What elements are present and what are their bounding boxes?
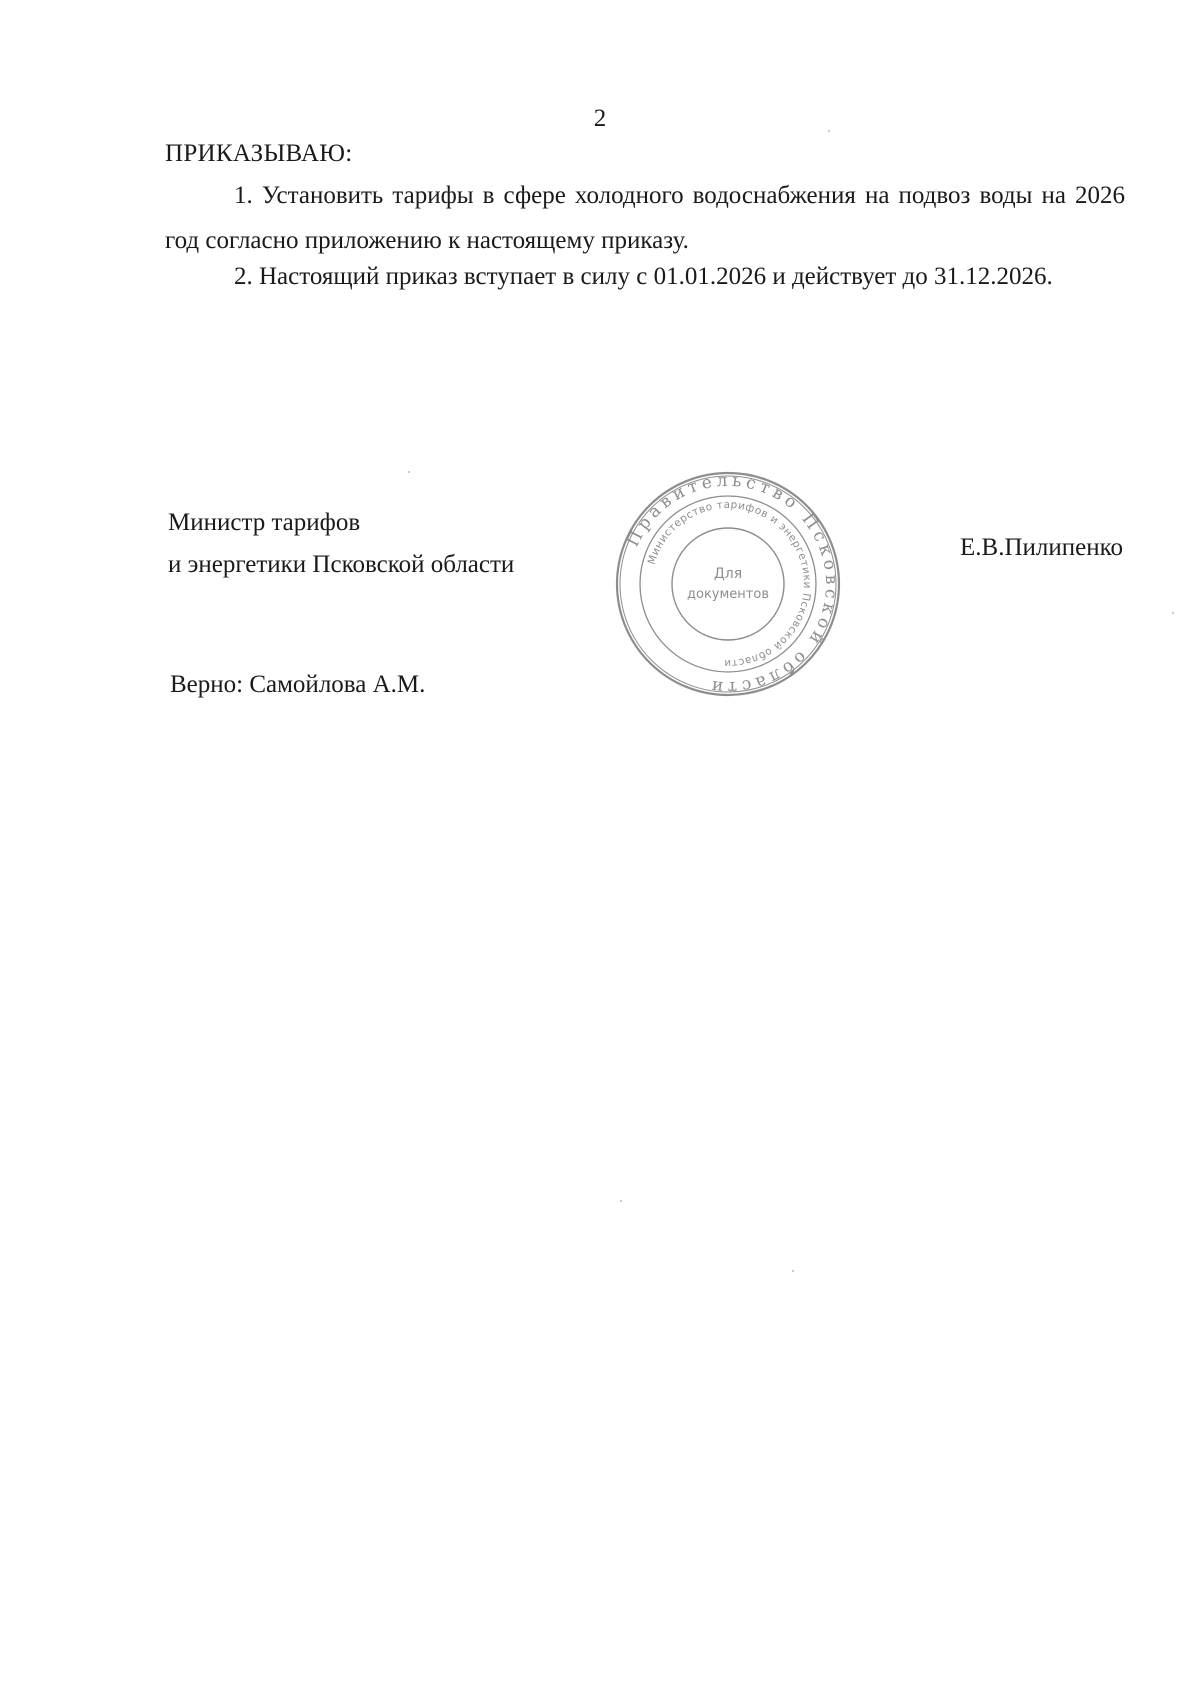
- scan-speck: [792, 1270, 794, 1272]
- seal-inner-text: Министерство тарифов и энергетики Псковской области: [645, 498, 814, 670]
- seal-center-line-2: документов: [687, 587, 769, 602]
- order-item-1: [165, 173, 1125, 263]
- page-number: 2: [593, 105, 607, 132]
- order-heading: ПРИКАЗЫВАЮ:: [165, 140, 353, 167]
- seal-center-line-1: Для: [713, 566, 743, 582]
- seal-graphic: [614, 470, 842, 698]
- signatory-title: [168, 502, 514, 586]
- signatory-name: Е.В.Пилипенко: [960, 534, 1123, 561]
- scan-speck: [408, 471, 410, 473]
- certified-copy-note: Верно: Самойлова А.М.: [170, 671, 426, 698]
- order-item-1-text: 1. Установить тарифы в сфере холодного водоснабжения на подвоз воды на 2026 год согласно приложению к настоящему приказу.: [165, 182, 1125, 254]
- official-seal: [614, 470, 842, 698]
- seal-outer-text: Правительство Псковской области: [623, 470, 842, 698]
- signatory-title-line-2: и энергетики Псковской области: [168, 551, 515, 578]
- signatory-title-line-1: Министр тарифов: [168, 509, 361, 536]
- order-item-2-text: 2. Настоящий приказ вступает в силу с 01.01.2026 и действует до 31.12.2026.: [234, 263, 1053, 290]
- svg-text:Министерство тарифов и энергет: [646, 499, 813, 669]
- order-item-2: [165, 254, 1125, 299]
- scan-speck: [1172, 612, 1174, 614]
- scan-speck: [620, 1200, 622, 1202]
- scan-speck: [828, 130, 830, 132]
